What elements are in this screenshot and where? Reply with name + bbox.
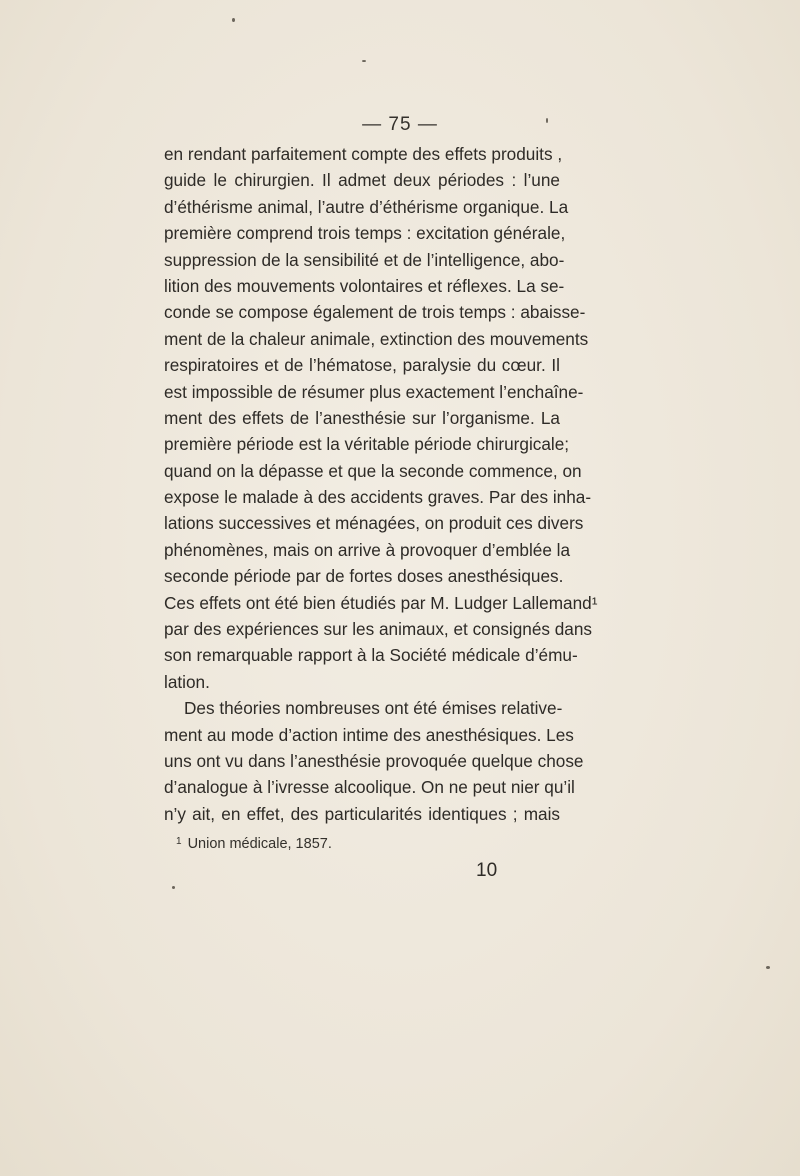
text-line: n’y ait, en effet, des particularités identiques ; mais <box>164 803 560 824</box>
text-line: conde se compose également de trois temps : abaisse- <box>164 302 586 323</box>
text-line: phénomènes, mais on arrive à provoquer d’emblée la <box>164 539 571 560</box>
paper-speck <box>232 18 235 22</box>
text-line: d’éthérisme animal, l’autre d’éthérisme organique. La <box>164 196 569 217</box>
footnote <box>176 836 332 852</box>
text-line: Des théories nombreuses ont été émises relative- <box>184 698 563 719</box>
text-line: ment au mode d’action intime des anesthésiques. Les <box>164 724 574 745</box>
paper-speck <box>362 60 366 62</box>
text-line: lation. <box>164 671 210 692</box>
paper-speck <box>172 886 175 889</box>
text-line: uns ont vu dans l’anesthésie provoquée quelque chose <box>164 750 584 771</box>
text-line: en rendant parfaitement compte des effets produits , <box>164 144 563 164</box>
text-line: expose le malade à des accidents graves. Par des inha- <box>164 487 592 508</box>
text-line: première période est la véritable période chirurgicale; <box>164 434 570 455</box>
paper-speck <box>546 118 548 123</box>
text-line: est impossible de résumer plus exactement l’enchaîne- <box>164 381 584 402</box>
footnote-marker: 1 <box>176 836 182 847</box>
text-line: par des expériences sur les animaux, et consignés dans <box>164 619 593 640</box>
footnote-text: Union médicale, 1857. <box>187 836 332 852</box>
text-line: quand on la dépasse et que la seconde commence, on <box>164 460 582 481</box>
text-line: respiratoires et de l’hématose, paralysie du cœur. Il <box>164 355 560 376</box>
text-line: d’analogue à l’ivresse alcoolique. On ne peut nier qu’il <box>164 777 575 798</box>
text-line: suppression de la sensibilité et de l’intelligence, abo- <box>164 249 565 270</box>
text-line: ment de la chaleur animale, extinction des mouvements <box>164 328 589 349</box>
text-line: première comprend trois temps : excitation générale, <box>164 223 566 244</box>
page-number: — 75 — <box>362 114 438 135</box>
paper-speck <box>766 966 770 969</box>
signature-mark: 10 <box>476 860 498 881</box>
body-text <box>164 141 598 827</box>
text-line: lition des mouvements volontaires et réflexes. La se- <box>164 275 565 296</box>
text-line: son remarquable rapport à la Société médicale d’ému- <box>164 645 578 666</box>
text-line: guide le chirurgien. Il admet deux périodes : l’une <box>164 170 560 191</box>
text-line: ment des effets de l’anesthésie sur l’organisme. La <box>164 407 560 428</box>
text-line: lations successives et ménagées, on produit ces divers <box>164 513 584 534</box>
text-line: Ces effets ont été bien étudiés par M. Ludger Lallemand¹ <box>164 592 598 613</box>
text-line: seconde période par de fortes doses anesthésiques. <box>164 566 564 587</box>
